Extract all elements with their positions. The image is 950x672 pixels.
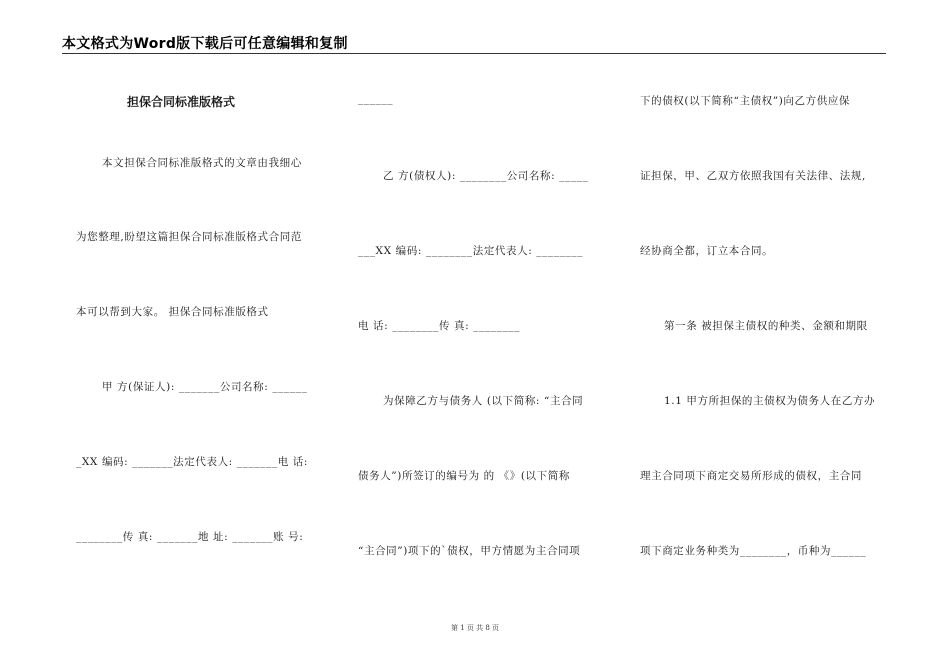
text-line: 理主合同项下商定交易所形成的债权，主合同 <box>640 470 862 482</box>
page-number: 第 1 页 共 8 页 <box>450 624 500 632</box>
text-line: 经协商全都，订立本合同。 <box>640 245 774 257</box>
text-line: 本文担保合同标准版格式的文章由我细心 <box>102 157 302 169</box>
text-line: 乙 方(债权人): ________公司名称: _____ <box>383 170 589 182</box>
text-line: ______ <box>358 93 394 105</box>
text-line: 为您整理,盼望这篇担保合同标准版格式合同范 <box>76 231 302 243</box>
document-title: 担保合同标准版格式 <box>127 95 236 109</box>
text-line: 甲 方(保证人): _______公司名称: ______ <box>102 381 308 393</box>
page-header: 本文格式为Word版下载后可任意编辑和复制 <box>62 36 348 52</box>
header-divider <box>62 53 886 54</box>
text-line: 证担保，甲、乙双方依照我国有关法律、法规, <box>640 170 866 182</box>
text-line: 下的债权(以下简称“主债权”)向乙方供应保 <box>640 95 851 107</box>
text-line: ___XX 编码: ________法定代表人: ________ <box>358 245 584 257</box>
text-line: 债务人”)所签订的编号为 的 《》(以下简称 <box>358 470 570 482</box>
text-line: ________传 真: _______地 址: _______账 号: <box>76 531 304 543</box>
text-line: _XX 编码: _______法定代表人: _______电 话: <box>76 456 308 468</box>
text-line: 本可以帮到大家。 担保合同标准版格式 <box>76 306 269 318</box>
section-heading: 第一条 被担保主债权的种类、金额和期限 <box>664 320 868 332</box>
text-line: 电 话: ________传 真: ________ <box>358 320 521 332</box>
text-line: “主合同”)项下的`债权，甲方情愿为主合同项 <box>358 545 581 557</box>
text-line: 1.1 甲方所担保的主债权为债务人在乙方办 <box>664 395 876 407</box>
text-line: 项下商定业务种类为________，币种为______ <box>640 545 867 557</box>
text-line: 为保障乙方与债务人 (以下简称: “主合同 <box>383 395 584 407</box>
